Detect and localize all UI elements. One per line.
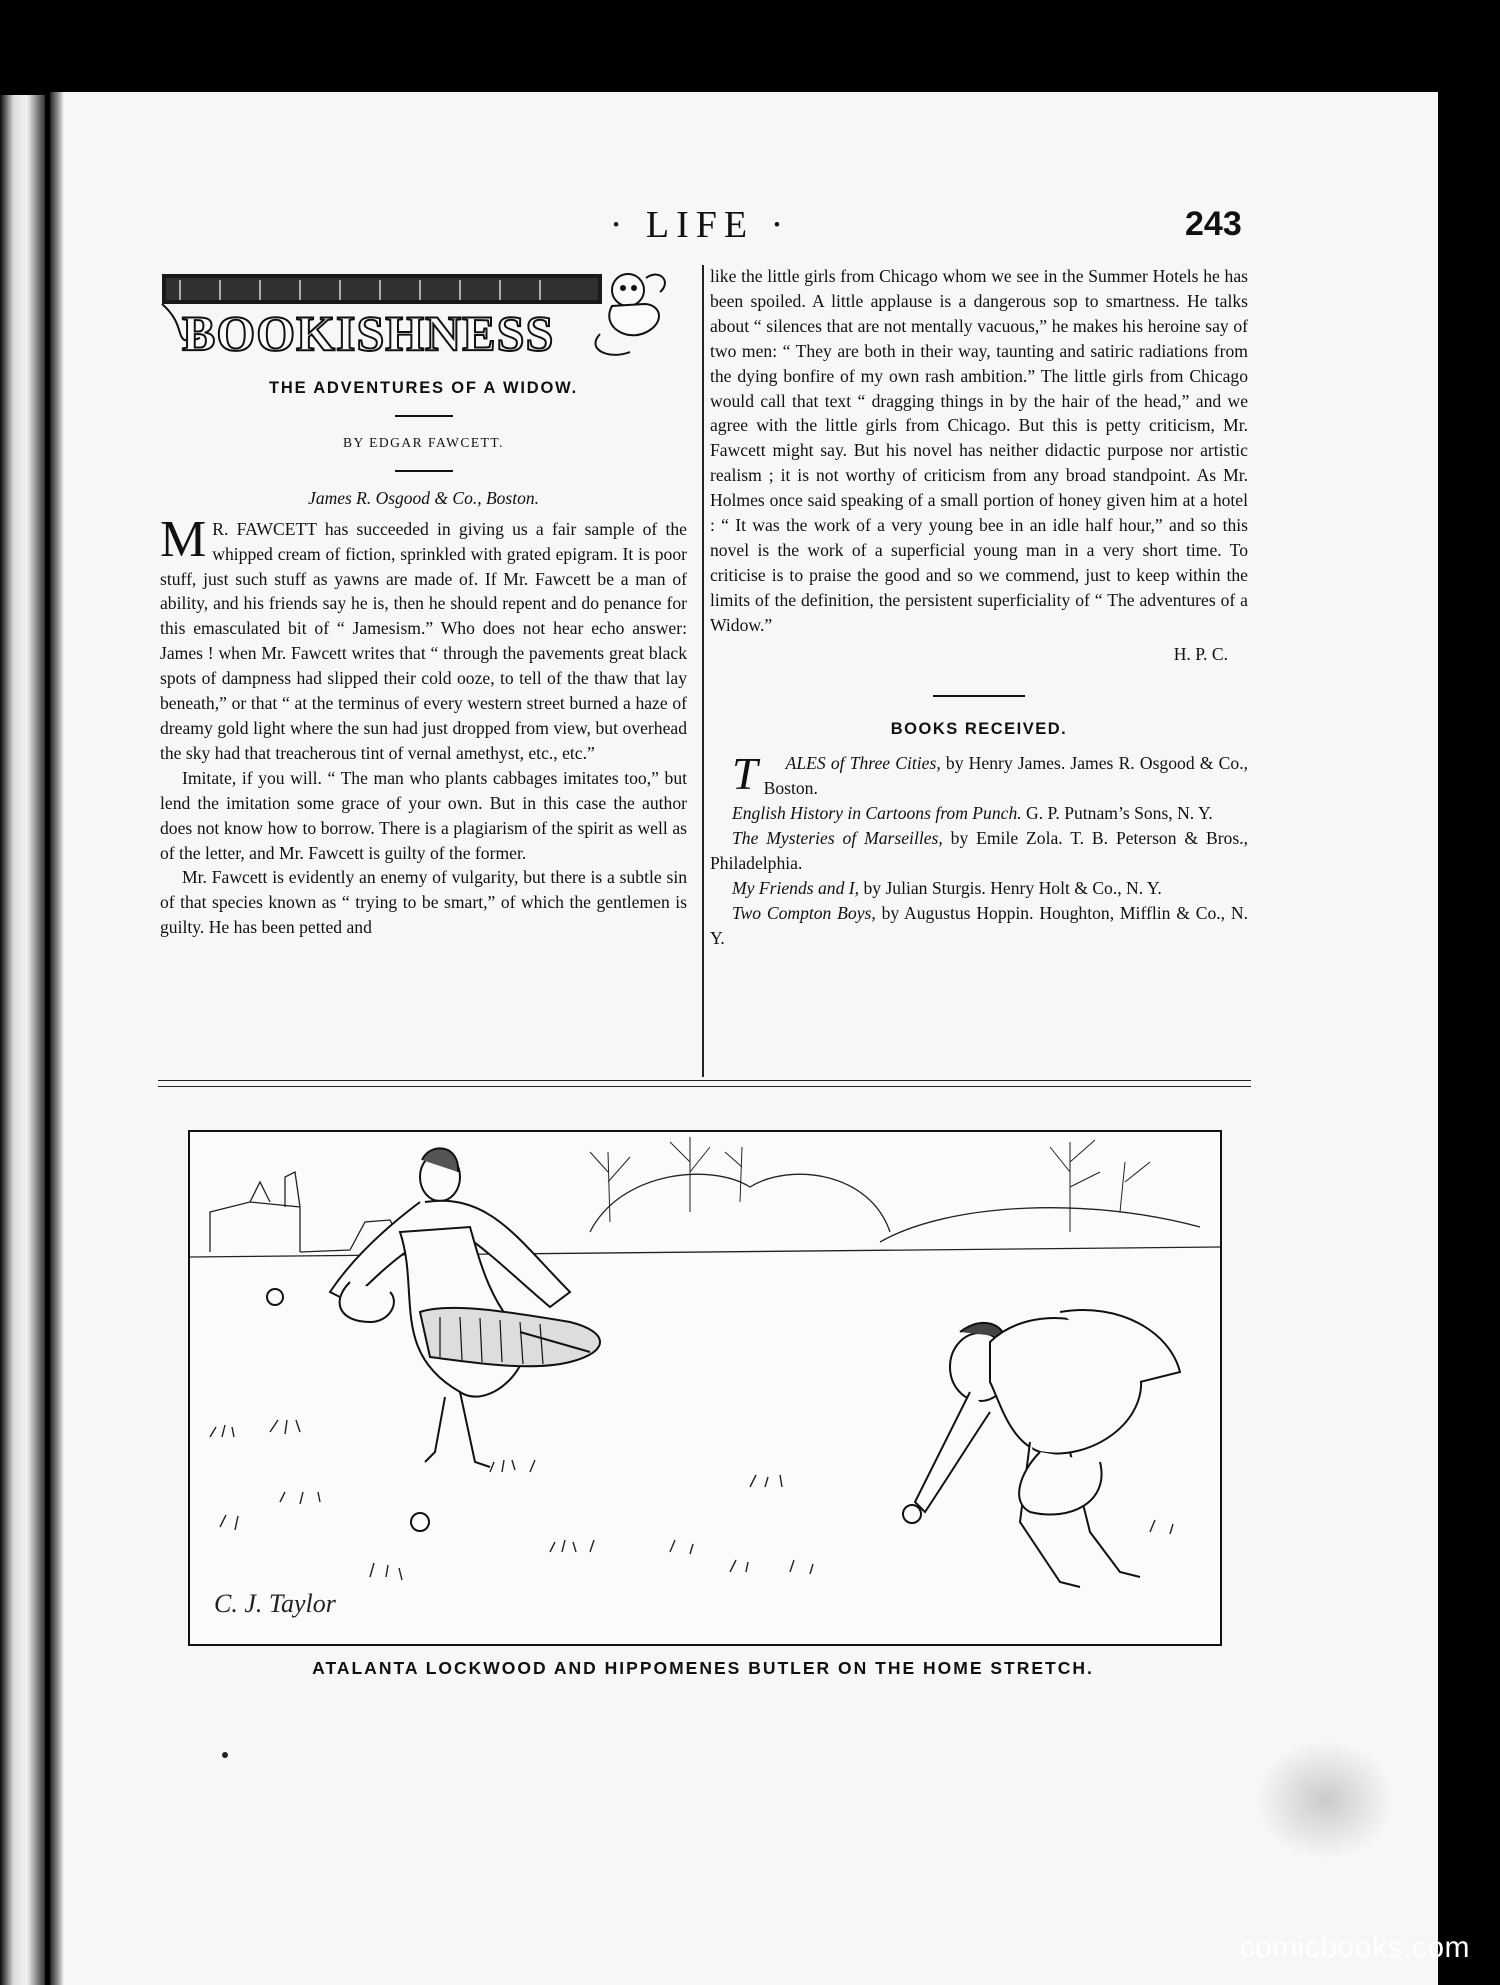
book-entry — [710, 826, 1248, 876]
book-title: ALES of Three Cities, — [785, 753, 941, 774]
bending-man-figure — [915, 1310, 1180, 1587]
bookishness-banner — [160, 268, 672, 362]
cartoon-drawing — [190, 1132, 1220, 1644]
page-gutter — [50, 92, 64, 1985]
book-title: Two Compton Boys, — [732, 902, 876, 923]
double-rule-divider — [158, 1080, 1251, 1087]
book-entry — [710, 748, 1248, 801]
page-number: 243 — [1185, 205, 1242, 243]
watermark: comicbooks.com — [1239, 1931, 1470, 1964]
golden-apple-icon — [903, 1505, 921, 1523]
column-divider — [702, 265, 704, 1077]
illustration-caption: ATALANTA LOCKWOOD AND HIPPOMENES BUTLER ON THE HOME STRETCH. — [312, 1658, 1094, 1678]
running-woman-figure — [330, 1148, 600, 1467]
artist-signature: C. J. Taylor — [214, 1589, 336, 1618]
banner-ornament-icon — [160, 268, 672, 362]
short-rule — [395, 470, 453, 472]
review-paragraph — [160, 510, 687, 766]
background-scenery — [190, 1137, 1220, 1257]
book-entry — [710, 876, 1248, 901]
review-signature: H. P. C. — [1173, 643, 1228, 664]
book-details: by Augustus Hoppin. Houghton, Mifflin & Co., N. Y. — [710, 902, 1248, 948]
article-byline: BY EDGAR FAWCETT. — [342, 434, 505, 450]
drop-cap: T — [732, 748, 758, 800]
svg-text:BOOKISHNESS: BOOKISHNESS — [182, 305, 555, 361]
review-paragraph: Mr. Fawcett is evidently an enemy of vulgarity, but there is a subtle sin of that species known as “ trying to be smart,” of which the gentlemen is guilty. He has been petted and — [160, 867, 687, 938]
books-received-heading: BOOKS RECEIVED. — [890, 719, 1068, 738]
right-column — [710, 264, 1248, 951]
book-title: English History in Cartoons from Punch. — [732, 803, 1022, 824]
book-details: G. P. Putnam’s Sons, N. Y. — [1021, 803, 1213, 824]
golden-apple-icon — [411, 1513, 429, 1531]
drop-cap: M — [160, 510, 207, 568]
book-details: by Emile Zola. T. B. Peterson & Bros., Philadelphia. — [710, 828, 1249, 874]
paragraph-text: R. FAWCETT has succeeded in giving us a fair sample of the whipped cream of fiction, sprinkled with grated epigram. It is poor stuff, just such stuff as yawns are made of. If Mr. Fawcett be a man of ability, and his friends say he is, then he should repent and do penance for this emasculated bit of “ Jamesism.” Who does not hear echo answer: James ! when Mr. Fawcett writes that “ through the pavements great black spots of dampness had slipped their cold ooze, to tell of the thaw that lay beneath,” or that “ at the terminus of every western street burned a haze of dreamy gold light where the sun had just dropped from view, but overhead the sky had that treacherous tint of vernal amethyst, etc., etc.” — [160, 518, 687, 763]
article-title: THE ADVENTURES OF A WIDOW. — [269, 379, 578, 397]
article-publisher: James R. Osgood & Co., Boston. — [308, 487, 539, 508]
book-title: The Mysteries of Marseilles, — [732, 828, 943, 849]
golden-apple-icon — [267, 1289, 283, 1305]
review-paragraph: like the little girls from Chicago whom we see in the Summer Hotels he has been spoiled. A little applause is a dangerous sop to smartness. He talks about “ silences that are not mentally vacuous,” he makes his heroine say of two men: “ They are both in their way, taunting and satiric radiations from the dying bonfire of my own rash ambition.” The little girls from Chicago would call that text “ dragging things in by the hair of the head,” and we agree with the little girls from Chicago. But this is petty criticism, Mr. Fawcett might say. But his novel has neither didactic purpose nor artistic realism ; it is not worthy of criticism from any broad standpoint. As Mr. Holmes once said speaking of a small portion of honey given him at a hotel : “ It was the work of a very young bee in an idle half hour,” and so this novel is the work of a superficial young man in a very short time. To criticise is to praise the good and so we commend, just to keep within the limits of the definition, the persistent superficiality of “ The adventures of a Widow.” — [710, 266, 1248, 635]
short-rule — [395, 415, 453, 417]
review-paragraph: Imitate, if you will. “ The man who plants cabbages imitates too,” but lend the imitation some grace of your own. But in this case the author does not know how to borrow. There is a plagiarism of the spirit as well as of the letter, and Mr. Fawcett is guilty of the former. — [160, 767, 687, 863]
left-column — [160, 268, 687, 940]
book-title: My Friends and I, — [732, 877, 860, 898]
masthead-title: · LIFE · — [609, 204, 791, 246]
book-entry — [710, 801, 1248, 826]
book-details: by Henry James. James R. Osgood & Co., Boston. — [763, 753, 1248, 799]
book-entry — [710, 901, 1248, 951]
cartoon-illustration — [188, 1130, 1222, 1646]
ink-dot — [222, 1752, 228, 1758]
previous-page-edge — [0, 95, 45, 1985]
book-details: by Julian Sturgis. Henry Holt & Co., N. Y. — [859, 877, 1162, 898]
section-rule — [933, 695, 1025, 697]
page-smudge — [1255, 1740, 1395, 1860]
